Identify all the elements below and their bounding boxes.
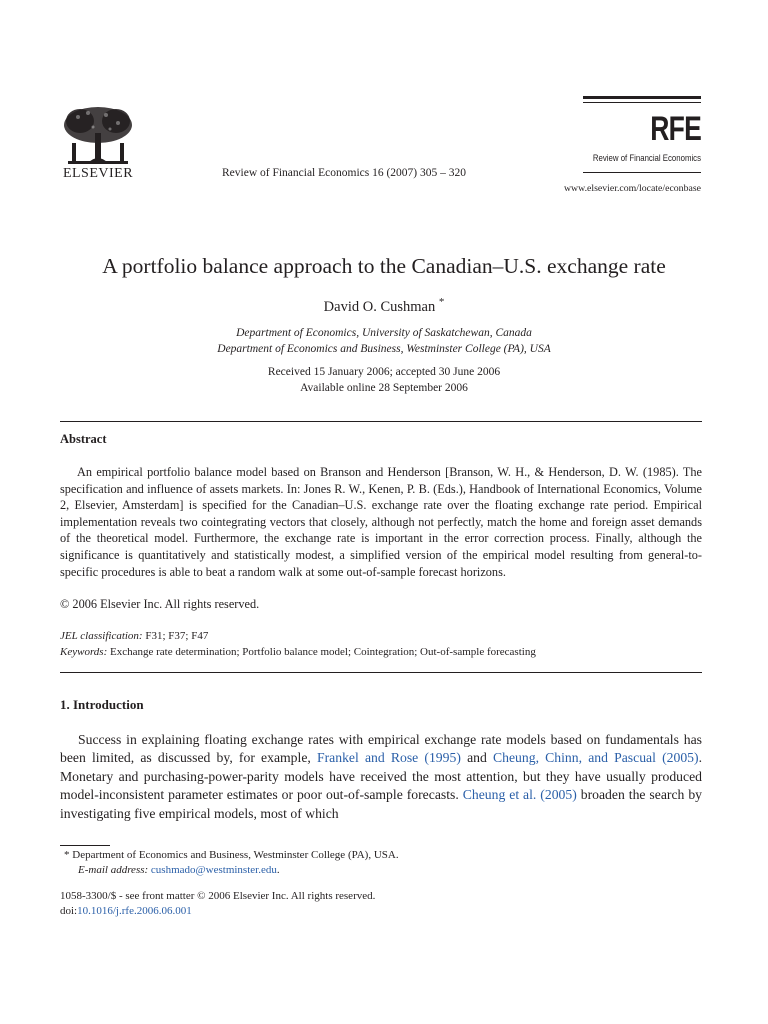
- author-line: [0, 296, 768, 316]
- citation-link-cheung-et-al[interactable]: Cheung et al. (2005): [462, 787, 577, 803]
- section-heading-introduction: 1. Introduction: [60, 697, 144, 712]
- abstract-bottom-rule: [60, 672, 702, 673]
- journal-url[interactable]: www.elsevier.com/locate/econbase: [563, 183, 701, 194]
- introduction-paragraph: [60, 731, 702, 823]
- journal-abbreviation: RFE: [650, 110, 701, 148]
- citation-link-frankel-rose[interactable]: Frankel and Rose (1995): [316, 750, 461, 766]
- author-name: David O. Cushman: [323, 298, 436, 315]
- affiliation-1: Department of Economics, University of Saskatchewan, Canada: [236, 327, 532, 339]
- email-link[interactable]: cushmado@westminster.edu: [150, 864, 277, 876]
- footnote-rule: [60, 845, 110, 846]
- journal-rule-top: [583, 96, 701, 99]
- issn-line: 1058-3300/$ - see front matter © 2006 Elsevier Inc. All rights reserved.: [60, 890, 376, 902]
- keywords-label: Keywords:: [60, 646, 108, 658]
- doi-label: doi:: [60, 905, 78, 917]
- email-end: .: [276, 864, 280, 876]
- journal-full-name: Review of Financial Economics: [592, 153, 701, 163]
- keywords-list: Exchange rate determination; Portfolio balance model; Cointegration; Out-of-sample forecasting: [107, 646, 536, 658]
- journal-citation: Review of Financial Economics 16 (2007) 305 – 320: [222, 167, 467, 179]
- author-footnote-mark[interactable]: *: [438, 296, 445, 308]
- article-title: A portfolio balance approach to the Canadian–U.S. exchange rate: [102, 254, 666, 278]
- keywords: [60, 646, 536, 658]
- intro-text-2: and: [460, 750, 493, 766]
- journal-rule-second: [583, 102, 701, 103]
- doi-line: [60, 905, 192, 917]
- jel-codes: F31; F37; F47: [142, 630, 209, 642]
- abstract-top-rule: [60, 421, 702, 422]
- footnote-affiliation: [64, 849, 399, 861]
- footnote-mark: *: [64, 849, 70, 861]
- email-label: E-mail address:: [78, 864, 149, 876]
- intro-text-4: broaden the search by investigating five empirical models, most of which: [60, 787, 703, 821]
- online-date: Available online 28 September 2006: [300, 382, 468, 394]
- intro-text-3: . Monetary and purchasing-power-parity models have received the most attention, but they have usually produced model-inconsistent parameter estimates or poor out-of-sample forecasts.: [60, 750, 703, 803]
- abstract-copyright: © 2006 Elsevier Inc. All rights reserved.: [60, 597, 260, 611]
- jel-classification: [60, 630, 208, 642]
- citation-link-cheung-chinn-pascual[interactable]: Cheung, Chinn, and Pascual (2005): [493, 750, 699, 766]
- affiliation-2: Department of Economics and Business, Westminster College (PA), USA: [217, 343, 551, 355]
- abstract-heading: Abstract: [60, 432, 107, 446]
- footnote-text: Department of Economics and Business, Westminster College (PA), USA.: [69, 849, 399, 861]
- abstract-text: An empirical portfolio balance model based on Branson and Henderson [Branson, W. H., & Henderson, D. W. (1985). The specification and influence of assets markets. In: Jones R. W., Kenen, P. B. (Eds.), Handbook of International Economics, Volume 2, Elsevier, Amsterdam] is specified for the Canadian–U.S. exchange rate over the floating exchange rate period. Empirical implementation reveals two cointegrating vectors that closely, although not perfectly, match the home and foreign asset demands of the theoretical model. Furthermore, the exchange rate is important in the error correction process. Finally, although the significance is quantitatively and statistically modest, a simplified version of the empirical model resulting from general-to-specific procedures is able to beat a random walk at some out-of-sample forecast horizons.: [60, 465, 702, 579]
- journal-rule-bottom: [583, 172, 701, 173]
- doi-link[interactable]: 10.1016/j.rfe.2006.06.001: [77, 905, 192, 917]
- abstract-body: [60, 464, 702, 580]
- jel-label: JEL classification:: [60, 630, 143, 642]
- received-dates: Received 15 January 2006; accepted 30 June 2006: [267, 366, 501, 378]
- publisher-name: ELSEVIER: [62, 166, 134, 181]
- footnote-email: [78, 864, 280, 876]
- intro-text-1: Success in explaining floating exchange rates with empirical exchange rate models based on fundamentals has been limited, as discussed by, for example,: [60, 732, 702, 766]
